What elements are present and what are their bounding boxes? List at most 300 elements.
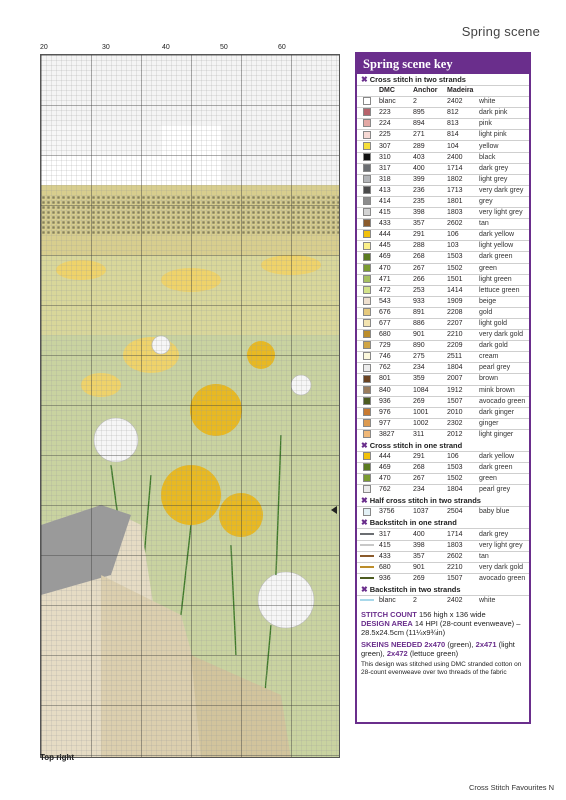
color-name: light gold	[477, 318, 529, 329]
anchor-code: 1084	[411, 385, 445, 396]
color-swatch-icon	[363, 485, 371, 493]
thread-swatch	[357, 230, 377, 241]
color-swatch-icon	[363, 386, 371, 394]
dmc-code: blanc	[377, 97, 411, 108]
thread-swatch	[357, 474, 377, 485]
column-header: Anchor	[411, 86, 445, 97]
anchor-code: 2	[411, 595, 445, 606]
anchor-code: 901	[411, 330, 445, 341]
skein-code: 2x470	[424, 640, 446, 650]
anchor-code: 268	[411, 463, 445, 474]
color-swatch-icon	[363, 352, 371, 360]
thread-swatch	[357, 507, 377, 518]
column-header: Madeira	[445, 86, 477, 97]
dmc-code: 469	[377, 252, 411, 263]
thread-swatch	[357, 296, 377, 307]
section-label: Cross stitch in one strand	[369, 441, 463, 450]
madeira-code: 1909	[445, 296, 477, 307]
backstitch-line-icon	[360, 544, 374, 546]
key-table	[357, 451, 529, 495]
color-name: dark green	[477, 463, 529, 474]
color-swatch-icon	[363, 286, 371, 294]
color-name: white	[477, 97, 529, 108]
color-name: very dark grey	[477, 185, 529, 196]
madeira-code: 2207	[445, 318, 477, 329]
page-footer: Cross Stitch Favourites N	[468, 783, 554, 792]
thread-swatch	[357, 152, 377, 163]
key-row	[357, 363, 529, 374]
dmc-code: 470	[377, 474, 411, 485]
thread-swatch	[357, 540, 377, 551]
thread-swatch	[357, 241, 377, 252]
madeira-code: 814	[445, 130, 477, 141]
madeira-code: 2012	[445, 429, 477, 440]
backstitch-line-icon	[360, 555, 374, 557]
ruler-label: 60	[278, 44, 286, 51]
dmc-code: 471	[377, 274, 411, 285]
thread-swatch	[357, 396, 377, 407]
dmc-code: 677	[377, 318, 411, 329]
key-row	[357, 529, 529, 540]
anchor-code: 891	[411, 307, 445, 318]
madeira-code: 2208	[445, 307, 477, 318]
ruler-label: 30	[102, 44, 110, 51]
anchor-code: 895	[411, 108, 445, 119]
madeira-code: 2602	[445, 219, 477, 230]
thread-swatch	[357, 341, 377, 352]
thread-swatch	[357, 529, 377, 540]
anchor-code: 267	[411, 263, 445, 274]
cross-icon: ✖	[361, 441, 368, 450]
anchor-code: 234	[411, 363, 445, 374]
section-label: Cross stitch in two strands	[369, 75, 466, 84]
madeira-code: 2504	[445, 507, 477, 518]
madeira-code: 104	[445, 141, 477, 152]
backstitch-line-icon	[360, 533, 374, 535]
key-row	[357, 241, 529, 252]
thread-swatch	[357, 130, 377, 141]
anchor-code: 235	[411, 196, 445, 207]
anchor-code: 267	[411, 474, 445, 485]
color-swatch-icon	[363, 131, 371, 139]
dmc-code: 310	[377, 152, 411, 163]
color-name: dark gold	[477, 341, 529, 352]
center-marker-icon	[331, 506, 337, 514]
anchor-code: 268	[411, 252, 445, 263]
thread-swatch	[357, 163, 377, 174]
dmc-code: 936	[377, 396, 411, 407]
dmc-code: 3756	[377, 507, 411, 518]
color-name: brown	[477, 374, 529, 385]
chart-pattern	[41, 55, 340, 758]
dmc-code: 472	[377, 285, 411, 296]
dmc-code: 680	[377, 562, 411, 573]
color-name: dark grey	[477, 529, 529, 540]
dmc-code: 470	[377, 263, 411, 274]
color-name: baby blue	[477, 507, 529, 518]
madeira-code: 2210	[445, 330, 477, 341]
color-name: beige	[477, 296, 529, 307]
color-swatch-icon	[363, 219, 371, 227]
madeira-code: 1803	[445, 540, 477, 551]
thread-swatch	[357, 418, 377, 429]
key-row	[357, 263, 529, 274]
color-name: pearl grey	[477, 485, 529, 496]
section-heading	[357, 74, 529, 85]
dmc-code: 224	[377, 119, 411, 130]
stitch-count-value: 156 high x 136 wide	[418, 610, 486, 620]
anchor-code: 291	[411, 452, 445, 463]
madeira-code: 106	[445, 452, 477, 463]
dmc-code: 318	[377, 174, 411, 185]
madeira-code: 812	[445, 108, 477, 119]
color-name: very light grey	[477, 208, 529, 219]
thread-swatch	[357, 318, 377, 329]
key-row	[357, 485, 529, 496]
madeira-code: 2400	[445, 152, 477, 163]
color-name: green	[477, 474, 529, 485]
madeira-code: 1507	[445, 573, 477, 584]
color-swatch-icon	[363, 208, 371, 216]
anchor-code: 403	[411, 152, 445, 163]
key-row	[357, 407, 529, 418]
key-row	[357, 429, 529, 440]
thread-swatch	[357, 174, 377, 185]
dmc-code: 3827	[377, 429, 411, 440]
dmc-code: 977	[377, 418, 411, 429]
color-swatch-icon	[363, 197, 371, 205]
color-name: dark grey	[477, 163, 529, 174]
column-header: DMC	[377, 86, 411, 97]
madeira-code: 1804	[445, 485, 477, 496]
page-header: Spring scene	[461, 24, 540, 39]
key-row	[357, 463, 529, 474]
skein-code: 2x472	[386, 649, 408, 659]
skein-code: 2x471	[475, 640, 497, 650]
stitch-count	[361, 610, 525, 619]
key-row	[357, 108, 529, 119]
key-row	[357, 595, 529, 606]
key-table	[357, 85, 529, 440]
madeira-code: 1714	[445, 529, 477, 540]
thread-swatch	[357, 562, 377, 573]
dmc-code: 543	[377, 296, 411, 307]
key-table	[357, 506, 529, 517]
color-name: very light grey	[477, 540, 529, 551]
color-swatch-icon	[363, 419, 371, 427]
anchor-code: 1001	[411, 407, 445, 418]
design-area	[361, 619, 525, 637]
thread-swatch	[357, 252, 377, 263]
madeira-code: 2402	[445, 97, 477, 108]
section-rows	[357, 452, 529, 496]
thread-swatch	[357, 429, 377, 440]
color-name: light ginger	[477, 429, 529, 440]
thread-swatch	[357, 463, 377, 474]
anchor-code: 288	[411, 241, 445, 252]
dmc-code: 415	[377, 540, 411, 551]
thread-swatch	[357, 196, 377, 207]
color-name: dark yellow	[477, 452, 529, 463]
anchor-code: 236	[411, 185, 445, 196]
key-row	[357, 341, 529, 352]
anchor-code: 311	[411, 429, 445, 440]
section-heading	[357, 517, 529, 528]
key-row	[357, 130, 529, 141]
madeira-code: 1503	[445, 252, 477, 263]
madeira-code: 1502	[445, 263, 477, 274]
color-swatch-icon	[363, 253, 371, 261]
thread-swatch	[357, 573, 377, 584]
thread-swatch	[357, 263, 377, 274]
key-row	[357, 119, 529, 130]
dmc-code: 746	[377, 352, 411, 363]
backstitch-line-icon	[360, 577, 374, 579]
key-row	[357, 374, 529, 385]
thread-swatch	[357, 141, 377, 152]
dmc-code: 414	[377, 196, 411, 207]
section-rows	[357, 595, 529, 606]
madeira-code: 2511	[445, 352, 477, 363]
madeira-code: 103	[445, 241, 477, 252]
dmc-code: 317	[377, 529, 411, 540]
color-swatch-icon	[363, 364, 371, 372]
key-row	[357, 573, 529, 584]
key-row	[357, 330, 529, 341]
key-row	[357, 396, 529, 407]
dmc-code: 317	[377, 163, 411, 174]
anchor-code: 398	[411, 208, 445, 219]
madeira-code: 1507	[445, 396, 477, 407]
color-swatch-icon	[363, 142, 371, 150]
madeira-code: 1804	[445, 363, 477, 374]
stitch-note: This design was stitched using DMC stranded cotton on 28-count evenweave over two threads of the fabric	[361, 661, 522, 677]
ruler-label: 50	[220, 44, 228, 51]
key-row	[357, 385, 529, 396]
color-name: light yellow	[477, 241, 529, 252]
anchor-code: 894	[411, 119, 445, 130]
skein-note: (light green),	[361, 640, 515, 659]
madeira-code: 2210	[445, 562, 477, 573]
key-row	[357, 230, 529, 241]
section-label: Half cross stitch in two strands	[369, 496, 481, 506]
backstitch-line-icon	[360, 599, 374, 601]
design-area-label: DESIGN AREA	[361, 619, 413, 629]
color-name: dark yellow	[477, 230, 529, 241]
thread-swatch	[357, 208, 377, 219]
color-swatch-icon	[363, 108, 371, 116]
thread-swatch	[357, 374, 377, 385]
color-name: grey	[477, 196, 529, 207]
key-row	[357, 474, 529, 485]
dmc-code: 676	[377, 307, 411, 318]
madeira-code: 1414	[445, 285, 477, 296]
anchor-code: 253	[411, 285, 445, 296]
dmc-code: 936	[377, 573, 411, 584]
anchor-code: 890	[411, 341, 445, 352]
key-row	[357, 540, 529, 551]
stitch-count-label: STITCH COUNT	[361, 610, 417, 620]
color-swatch-icon	[363, 153, 371, 161]
thread-swatch	[357, 97, 377, 108]
cross-icon: ✖	[361, 518, 368, 528]
table-header-row	[357, 86, 529, 97]
madeira-code: 1802	[445, 174, 477, 185]
key-row	[357, 252, 529, 263]
anchor-code: 400	[411, 163, 445, 174]
thread-swatch	[357, 330, 377, 341]
madeira-code: 106	[445, 230, 477, 241]
key-row	[357, 185, 529, 196]
dmc-code: 415	[377, 208, 411, 219]
section-label: Backstitch in two strands	[369, 584, 461, 594]
skeins-needed	[361, 640, 525, 658]
color-name: light pink	[477, 130, 529, 141]
ruler-label: 40	[162, 44, 170, 51]
color-swatch-icon	[363, 330, 371, 338]
section-heading	[357, 495, 529, 506]
key-row	[357, 562, 529, 573]
column-header	[477, 86, 529, 97]
key-row	[357, 318, 529, 329]
color-name: dark pink	[477, 108, 529, 119]
key-row	[357, 219, 529, 230]
madeira-code: 2010	[445, 407, 477, 418]
thread-swatch	[357, 185, 377, 196]
madeira-code: 2402	[445, 595, 477, 606]
anchor-code: 269	[411, 396, 445, 407]
key-row	[357, 296, 529, 307]
dmc-code: 680	[377, 330, 411, 341]
section-heading	[357, 440, 529, 451]
anchor-code: 357	[411, 219, 445, 230]
dmc-code: 307	[377, 141, 411, 152]
key-row	[357, 507, 529, 518]
color-name: white	[477, 595, 529, 606]
dmc-code: 445	[377, 241, 411, 252]
dmc-code: 223	[377, 108, 411, 119]
color-name: black	[477, 152, 529, 163]
key-row	[357, 285, 529, 296]
color-name: pink	[477, 119, 529, 130]
color-name: gold	[477, 307, 529, 318]
anchor-code: 291	[411, 230, 445, 241]
section-rows	[357, 97, 529, 440]
key-row	[357, 418, 529, 429]
madeira-code: 2209	[445, 341, 477, 352]
thread-swatch	[357, 307, 377, 318]
color-swatch-icon	[363, 319, 371, 327]
thread-swatch	[357, 274, 377, 285]
dmc-code: 433	[377, 219, 411, 230]
anchor-code: 2	[411, 97, 445, 108]
anchor-code: 289	[411, 141, 445, 152]
dmc-code: blanc	[377, 595, 411, 606]
symbol-header	[357, 86, 377, 97]
anchor-code: 271	[411, 130, 445, 141]
dmc-code: 433	[377, 551, 411, 562]
thread-swatch	[357, 407, 377, 418]
thread-swatch	[357, 352, 377, 363]
color-name: very dark gold	[477, 562, 529, 573]
cross-icon: ✖	[361, 496, 368, 506]
section-rows	[357, 507, 529, 518]
madeira-code: 1713	[445, 185, 477, 196]
color-swatch-icon	[363, 397, 371, 405]
cross-icon: ✖	[361, 584, 368, 594]
color-name: very dark gold	[477, 330, 529, 341]
dmc-code: 801	[377, 374, 411, 385]
color-name: dark green	[477, 252, 529, 263]
madeira-code: 2302	[445, 418, 477, 429]
spring-scene-key	[355, 52, 531, 724]
anchor-code: 359	[411, 374, 445, 385]
madeira-code: 1714	[445, 163, 477, 174]
thread-swatch	[357, 108, 377, 119]
anchor-code: 886	[411, 318, 445, 329]
thread-swatch	[357, 285, 377, 296]
anchor-code: 234	[411, 485, 445, 496]
anchor-code: 269	[411, 573, 445, 584]
madeira-code: 813	[445, 119, 477, 130]
color-swatch-icon	[363, 186, 371, 194]
thread-swatch	[357, 385, 377, 396]
skein-note: (lettuce green)	[409, 649, 459, 659]
color-name: avocado green	[477, 573, 529, 584]
madeira-code: 1503	[445, 463, 477, 474]
madeira-code: 1801	[445, 196, 477, 207]
key-row	[357, 208, 529, 219]
dmc-code: 225	[377, 130, 411, 141]
key-row	[357, 174, 529, 185]
color-name: lettuce green	[477, 285, 529, 296]
color-swatch-icon	[363, 264, 371, 272]
color-name: mink brown	[477, 385, 529, 396]
key-row	[357, 152, 529, 163]
color-name: dark ginger	[477, 407, 529, 418]
color-swatch-icon	[363, 452, 371, 460]
madeira-code: 1912	[445, 385, 477, 396]
color-name: ginger	[477, 418, 529, 429]
cross-icon: ✖	[361, 75, 368, 84]
key-row	[357, 452, 529, 463]
madeira-code: 1502	[445, 474, 477, 485]
design-area-value: 14 HPI (28-count evenweave) – 28.5x24.5cm (11¼x9¾in)	[361, 619, 521, 638]
thread-swatch	[357, 595, 377, 606]
color-swatch-icon	[363, 230, 371, 238]
anchor-code: 275	[411, 352, 445, 363]
thread-swatch	[357, 219, 377, 230]
color-swatch-icon	[363, 463, 371, 471]
anchor-code: 1002	[411, 418, 445, 429]
key-row	[357, 97, 529, 108]
key-table	[357, 595, 529, 606]
thread-swatch	[357, 119, 377, 130]
dmc-code: 976	[377, 407, 411, 418]
dmc-code: 444	[377, 452, 411, 463]
dmc-code: 413	[377, 185, 411, 196]
color-swatch-icon	[363, 242, 371, 250]
color-name: tan	[477, 219, 529, 230]
dmc-code: 469	[377, 463, 411, 474]
color-name: green	[477, 263, 529, 274]
color-name: light grey	[477, 174, 529, 185]
chart-caption: Top right	[40, 753, 75, 762]
key-info	[357, 606, 529, 677]
color-swatch-icon	[363, 119, 371, 127]
anchor-code: 1037	[411, 507, 445, 518]
skein-note: (green),	[447, 640, 474, 650]
